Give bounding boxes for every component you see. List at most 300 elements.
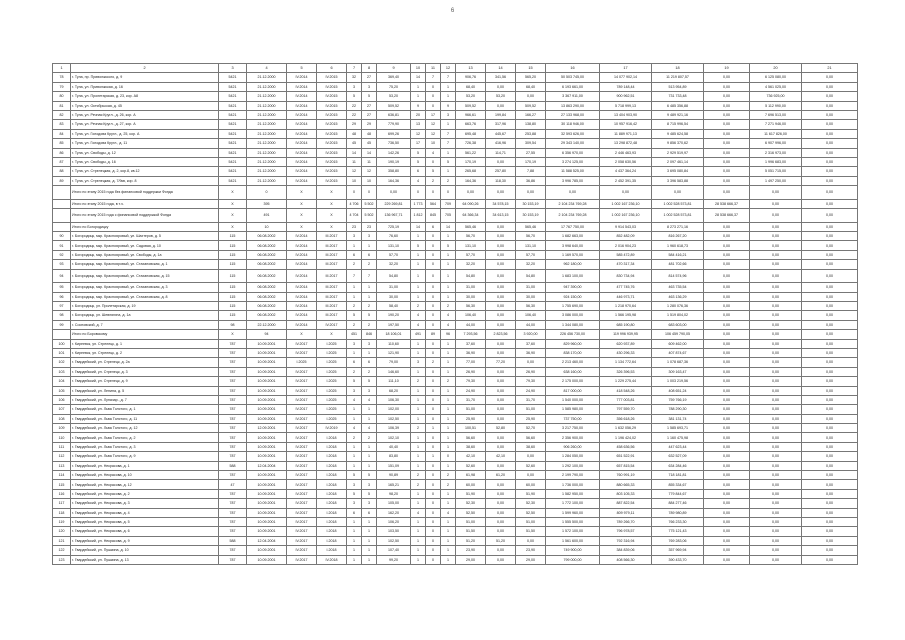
table-cell: 620 937,89 xyxy=(600,339,652,348)
table-cell: 5 xyxy=(362,489,377,498)
table-cell: 1 xyxy=(411,260,426,269)
table-cell: 5 xyxy=(441,241,456,250)
table-cell: 0,00 xyxy=(516,92,546,101)
table-cell: 0 xyxy=(426,101,441,110)
table-cell: 27 xyxy=(362,101,377,110)
table-cell: X xyxy=(317,209,347,223)
table-row xyxy=(53,517,858,526)
table-cell: 30,00 xyxy=(456,292,486,301)
table-row xyxy=(53,424,858,433)
table-cell: 709 xyxy=(441,199,456,208)
table-cell: 0,00 xyxy=(486,348,516,357)
table-cell: 880 665,33 xyxy=(600,480,652,489)
table-cell: 0 xyxy=(441,186,456,200)
table-cell: 119 xyxy=(53,517,71,526)
table-cell: 947 390,00 xyxy=(546,283,600,292)
table-cell: I.2018 xyxy=(317,489,347,498)
table-cell: IV.2015 xyxy=(317,176,347,185)
table-cell: 5421 xyxy=(219,120,247,129)
table-cell: 79,00 xyxy=(377,358,411,367)
address-cell: г. Богородицк, мкр. Краснояровый, ул. Свободы, д. 1а xyxy=(71,250,219,259)
table-cell: 5 502 xyxy=(362,209,377,223)
resettlement-table xyxy=(52,63,858,565)
table-cell: 3 xyxy=(441,110,456,119)
table-cell: 199,84 xyxy=(486,110,516,119)
table-cell: 1 755 690,00 xyxy=(546,301,600,310)
address-cell: г. Богородицк, ул. Шевлягина, д. 1а xyxy=(71,311,219,320)
table-cell: 657 815,54 xyxy=(600,461,652,470)
table-cell: I.2018 xyxy=(317,546,347,555)
table-cell: 407 874,67 xyxy=(652,348,704,357)
table-cell: 89 xyxy=(426,330,441,339)
address-cell: г. Гвардейский, ул. Льва Толстого, д. 2 xyxy=(71,433,219,442)
table-cell: 10.09.2001 xyxy=(247,527,287,536)
table-cell: 0,00 xyxy=(704,186,750,200)
table-cell: 51,00 xyxy=(456,405,486,414)
table-cell: 9 914 543,03 xyxy=(600,222,652,231)
table-cell: 0,00 xyxy=(704,517,750,526)
table-cell: 7 xyxy=(426,73,441,82)
table-cell: 38,60 xyxy=(456,442,486,451)
table-cell: X xyxy=(287,186,317,200)
table-cell: 787 xyxy=(219,442,247,451)
address-cell: г. Гвардейский, ул. Некрасова, д. 6 xyxy=(71,527,219,536)
table-cell: 1 xyxy=(362,283,377,292)
table-cell: 787 xyxy=(219,339,247,348)
table-cell: 131,10 xyxy=(516,241,546,250)
table-cell: IV.2015 xyxy=(317,110,347,119)
table-cell: 1 xyxy=(362,292,377,301)
table-cell: 14 077 902,14 xyxy=(600,73,652,82)
table-cell: 0,00 xyxy=(802,471,858,480)
table-cell: 151,09 xyxy=(377,461,411,470)
column-number: 21 xyxy=(802,64,858,73)
table-cell: 76,60 xyxy=(377,232,411,241)
table-cell: 25,90 xyxy=(456,414,486,423)
table-cell: 1 xyxy=(362,517,377,526)
table-cell: 64 366,34 xyxy=(456,209,486,223)
table-row xyxy=(53,120,858,129)
table-cell: 0,00 xyxy=(486,499,516,508)
table-cell: 27 133 968,00 xyxy=(546,110,600,119)
table-cell: 121 xyxy=(53,536,71,545)
table-cell: 21.12.2000 xyxy=(247,148,287,157)
table-cell: 102,10 xyxy=(377,433,411,442)
table-cell: 1 169 570,00 xyxy=(546,250,600,259)
column-number: 4 xyxy=(247,64,287,73)
table-cell: 0 xyxy=(426,367,441,376)
table-cell: 9 xyxy=(441,101,456,110)
table-cell: 88 xyxy=(53,167,71,176)
table-cell: III.2017 xyxy=(317,301,347,310)
table-cell: 0,00 xyxy=(802,414,858,423)
table-cell: IV.2015 xyxy=(317,148,347,157)
table-cell: 51,20 xyxy=(486,536,516,545)
table-cell: IV.2014 xyxy=(287,92,317,101)
table-cell: IV.2019 xyxy=(317,424,347,433)
table-cell: 29 xyxy=(347,120,362,129)
table-cell: 9 xyxy=(411,101,426,110)
table-cell: 18 106,01 xyxy=(377,330,411,339)
table-cell: 115 xyxy=(219,301,247,310)
table-cell: IV.2015 xyxy=(317,101,347,110)
table-cell: 10 xyxy=(362,176,377,185)
table-cell: 106,39 xyxy=(377,424,411,433)
table-cell: 3 xyxy=(347,82,362,91)
table-cell xyxy=(53,199,71,208)
table-cell: IV.2017 xyxy=(287,424,317,433)
table-cell: 4 xyxy=(347,424,362,433)
table-cell: 796 978,57 xyxy=(600,527,652,536)
table-cell: 3 xyxy=(347,339,362,348)
table-cell: 94 xyxy=(247,330,287,339)
table-cell: 1 xyxy=(347,442,362,451)
table-cell: 4 xyxy=(362,395,377,404)
table-cell: 0 xyxy=(426,320,441,329)
table-cell: 6 xyxy=(362,250,377,259)
table-cell: 0,00 xyxy=(802,330,858,339)
table-cell: 6 193 661,00 xyxy=(546,82,600,91)
table-cell: 0 xyxy=(426,269,441,283)
table-cell: 1 xyxy=(441,232,456,241)
table-cell: 1 xyxy=(441,358,456,367)
table-cell: 0 xyxy=(426,471,441,480)
table-cell: 100,51 xyxy=(456,424,486,433)
table-cell: 0,00 xyxy=(704,129,750,138)
table-cell: 56,60 xyxy=(516,433,546,442)
table-cell: 0,00 xyxy=(802,508,858,517)
table-cell: I.2025 xyxy=(287,358,317,367)
table-cell: X xyxy=(287,222,317,231)
table-cell: 0,00 xyxy=(486,283,516,292)
table-cell: 100 xyxy=(53,339,71,348)
table-cell: 0 xyxy=(426,517,441,526)
table-row xyxy=(53,209,858,223)
table-cell: 0,00 xyxy=(802,250,858,259)
table-cell: 52,30 xyxy=(516,499,546,508)
table-cell: 0,00 xyxy=(802,424,858,433)
table-row xyxy=(53,358,858,367)
table-cell: 10.09.2001 xyxy=(247,480,287,489)
table-cell: 7 xyxy=(441,129,456,138)
table-cell: 12 xyxy=(362,167,377,176)
table-cell: 2 xyxy=(411,424,426,433)
table-cell: 121,90 xyxy=(377,348,411,357)
table-cell: 0 xyxy=(247,186,287,200)
table-cell: 0,00 xyxy=(486,414,516,423)
table-cell: 787 xyxy=(219,546,247,555)
table-cell: IV.2015 xyxy=(317,73,347,82)
table-cell: 0,00 xyxy=(802,536,858,545)
table-cell: 11 588 525,00 xyxy=(546,167,600,176)
table-cell: 116 xyxy=(53,489,71,498)
table-cell: 2 199 790,00 xyxy=(546,471,600,480)
table-cell: 787 xyxy=(219,433,247,442)
table-cell: 1 xyxy=(441,461,456,470)
table-cell: 390 433,70 xyxy=(652,555,704,564)
table-cell: 10.09.2001 xyxy=(247,508,287,517)
table-cell: 769 283,06 xyxy=(652,536,704,545)
table-cell: 0 xyxy=(426,536,441,545)
address-cell: г. Сосновский, д. 7 xyxy=(71,320,219,329)
table-cell: 0,00 xyxy=(516,452,546,461)
table-cell: I.2025 xyxy=(317,367,347,376)
table-cell: 0,00 xyxy=(750,555,802,564)
table-row xyxy=(53,232,858,241)
column-number: 3 xyxy=(219,64,247,73)
table-cell: 1 xyxy=(411,405,426,414)
table-cell xyxy=(53,222,71,231)
table-cell: 5421 xyxy=(219,101,247,110)
table-cell: 1 xyxy=(441,405,456,414)
table-cell: 10.09.2001 xyxy=(247,395,287,404)
table-cell: 0 xyxy=(347,186,362,200)
table-cell: 2 xyxy=(441,480,456,489)
table-cell: 0,00 xyxy=(486,250,516,259)
table-cell: 48 xyxy=(362,129,377,138)
table-cell: X xyxy=(219,186,247,200)
table-cell: 445,67 xyxy=(486,129,516,138)
table-cell: 115 xyxy=(219,232,247,241)
table-cell: 0,00 xyxy=(704,386,750,395)
table-cell: 106,20 xyxy=(377,517,411,526)
address-cell: г. Гвардейский, ул. Льва Толстого, д. 12 xyxy=(71,424,219,433)
table-cell: 0,00 xyxy=(750,536,802,545)
table-cell: 787 xyxy=(219,424,247,433)
column-number: 2 xyxy=(71,64,219,73)
table-cell: 28 538 666,37 xyxy=(704,209,750,223)
table-cell: 0,00 xyxy=(704,424,750,433)
table-cell: 0,00 xyxy=(802,222,858,231)
table-cell: 725,19 xyxy=(377,222,411,231)
table-cell: I.2018 xyxy=(317,527,347,536)
table-cell: 06.08.2002 xyxy=(247,241,287,250)
table-cell: IV.2014 xyxy=(287,82,317,91)
table-cell: 2 316 973,00 xyxy=(750,148,802,157)
table-cell: 0,00 xyxy=(704,527,750,536)
table-cell: IV.2014 xyxy=(287,139,317,148)
table-cell: 98 xyxy=(219,320,247,329)
table-cell: 0,00 xyxy=(802,186,858,200)
table-cell: 34 578,15 xyxy=(486,199,516,208)
table-cell: 30,00 xyxy=(516,292,546,301)
table-cell: 0,00 xyxy=(704,320,750,329)
table-cell: 57,70 xyxy=(377,250,411,259)
table-cell: 2 175 000,00 xyxy=(546,377,600,386)
table-cell: 477 745,76 xyxy=(600,283,652,292)
table-cell: 31,70 xyxy=(456,395,486,404)
table-cell: 0,00 xyxy=(704,292,750,301)
table-cell: 47 xyxy=(219,480,247,489)
table-cell: I.2025 xyxy=(317,358,347,367)
table-cell: 52,70 xyxy=(516,424,546,433)
table-cell: 584 416,21 xyxy=(652,250,704,259)
table-cell: 22 xyxy=(347,101,362,110)
table-row xyxy=(53,320,858,329)
table-cell: 0,00 xyxy=(486,442,516,451)
table-cell: 2 xyxy=(362,301,377,310)
table-cell: 0 xyxy=(426,301,441,310)
table-cell: 4 xyxy=(411,176,426,185)
table-cell: 1 812 xyxy=(411,209,426,223)
table-cell: 509,52 xyxy=(377,101,411,110)
table-cell: 103,50 xyxy=(377,527,411,536)
table-cell: I.2025 xyxy=(317,386,347,395)
table-cell: 1 xyxy=(441,489,456,498)
table-cell: 787 xyxy=(219,405,247,414)
table-cell: 0,00 xyxy=(750,222,802,231)
table-cell: 29 xyxy=(362,120,377,129)
table-cell: 4 xyxy=(441,320,456,329)
table-cell: 1 xyxy=(347,405,362,414)
table-cell: 1 196 424,02 xyxy=(600,433,652,442)
table-cell: 0,00 xyxy=(486,508,516,517)
table-cell: 1 xyxy=(347,536,362,545)
table-cell: 0 xyxy=(426,414,441,423)
table-cell: 4 xyxy=(347,395,362,404)
table-cell: IV.2017 xyxy=(287,377,317,386)
table-cell: 0,00 xyxy=(486,320,516,329)
table-cell: 162,20 xyxy=(377,508,411,517)
table-cell: IV.2014 xyxy=(287,241,317,250)
table-cell: 83 xyxy=(53,120,71,129)
table-cell: 5 xyxy=(411,241,426,250)
table-cell: I.2018 xyxy=(317,517,347,526)
address-cell: г. Гвардейский, ул. Луначар., д. 7 xyxy=(71,395,219,404)
table-cell: 10.09.2001 xyxy=(247,405,287,414)
table-cell: 0,00 xyxy=(486,339,516,348)
table-cell: 54,80 xyxy=(456,269,486,283)
table-cell: 3 920,00 xyxy=(516,330,546,339)
table-cell: 9 485 624,58 xyxy=(652,129,704,138)
table-row xyxy=(53,367,858,376)
table-cell: 5 718 999,13 xyxy=(600,101,652,110)
table-cell: 51,50 xyxy=(456,527,486,536)
table-cell: 103 xyxy=(53,367,71,376)
table-cell: 1 555 500,00 xyxy=(546,517,600,526)
table-cell: 1 003 219,56 xyxy=(652,377,704,386)
table-cell: 24,90 xyxy=(516,386,546,395)
table-cell: 0,00 xyxy=(486,82,516,91)
table-cell: 0,00 xyxy=(704,367,750,376)
table-cell: 38,60 xyxy=(516,442,546,451)
table-cell: IV.2014 xyxy=(287,148,317,157)
address-cell: г. Богородицк, мкр. Краснояровый, ул. Стахановская, д. 8 xyxy=(71,292,219,301)
table-cell: 1 xyxy=(441,148,456,157)
table-cell: 0,00 xyxy=(704,452,750,461)
table-cell: 57,70 xyxy=(516,250,546,259)
table-cell: 12 xyxy=(411,129,426,138)
table-cell: 0 xyxy=(362,186,377,200)
table-cell xyxy=(53,330,71,339)
column-number: 5 xyxy=(287,64,317,73)
table-cell: 106,40 xyxy=(516,311,546,320)
table-cell: 779 844,67 xyxy=(652,489,704,498)
table-cell: 22 xyxy=(347,110,362,119)
table-cell: IV.2014 xyxy=(287,176,317,185)
table-cell: 838 170,00 xyxy=(546,348,600,357)
table-cell: IV.2017 xyxy=(287,499,317,508)
table-cell: 1 xyxy=(411,367,426,376)
table-cell: 358,80 xyxy=(377,167,411,176)
table-cell: 0,00 xyxy=(802,452,858,461)
table-cell: 3 086 000,00 xyxy=(546,311,600,320)
table-cell: I.2018 xyxy=(317,461,347,470)
table-cell: 749 900,00 xyxy=(546,546,600,555)
table-cell: 830 734,94 xyxy=(600,269,652,283)
table-cell: 0,00 xyxy=(802,517,858,526)
table-cell: 0,00 xyxy=(802,433,858,442)
table-cell: 64 090,26 xyxy=(456,199,486,208)
table-row xyxy=(53,339,858,348)
table-cell: 0,00 xyxy=(486,377,516,386)
table-cell: 82 xyxy=(53,110,71,119)
table-cell: 588 xyxy=(219,536,247,545)
table-cell: 1 xyxy=(441,348,456,357)
table-cell: 5 xyxy=(362,311,377,320)
table-cell: 0,00 xyxy=(802,120,858,129)
table-cell: 0,00 xyxy=(802,301,858,310)
table-cell: 131,10 xyxy=(377,241,411,250)
table-cell: 0 xyxy=(426,461,441,470)
table-cell: 0 xyxy=(426,386,441,395)
table-cell: 0,00 xyxy=(516,186,546,200)
table-cell: 0,00 xyxy=(486,461,516,470)
table-cell: 106 459 790,05 xyxy=(652,330,704,339)
table-cell: 1 xyxy=(426,424,441,433)
table-cell: 760 991,19 xyxy=(600,471,652,480)
table-cell: 1 xyxy=(362,414,377,423)
table-cell: 51,90 xyxy=(516,489,546,498)
table-cell: 97 xyxy=(53,301,71,310)
table-cell: 10 957 916,42 xyxy=(600,120,652,129)
table-cell: 2 xyxy=(362,367,377,376)
table-cell: 2 xyxy=(426,358,441,367)
table-cell: I.2018 xyxy=(317,480,347,489)
table-cell: 113 xyxy=(53,461,71,470)
table-cell: 29 343 140,00 xyxy=(546,139,600,148)
table-cell: I.2025 xyxy=(317,395,347,404)
table-cell: 83,80 xyxy=(377,452,411,461)
table-cell: 0 xyxy=(441,452,456,461)
table-cell: 11 xyxy=(347,157,362,166)
table-cell: 1 xyxy=(411,489,426,498)
table-cell: 0,00 xyxy=(802,283,858,292)
table-cell: 3 xyxy=(362,82,377,91)
table-cell: 509,52 xyxy=(456,101,486,110)
table-cell: 565,20 xyxy=(516,73,546,82)
table-cell: 36,90 xyxy=(456,348,486,357)
table-cell: 108 xyxy=(53,414,71,423)
table-cell: 10 xyxy=(426,139,441,148)
table-row xyxy=(53,92,858,101)
table-cell: 1 xyxy=(411,499,426,508)
column-number: 8 xyxy=(362,64,377,73)
table-cell: IV.2017 xyxy=(287,527,317,536)
table-cell: 699,26 xyxy=(377,129,411,138)
table-cell: 1 xyxy=(411,461,426,470)
table-cell: 4 xyxy=(411,311,426,320)
table-cell: 1 566 195,98 xyxy=(600,311,652,320)
table-cell: 0,00 xyxy=(704,339,750,348)
table-cell: 52,50 xyxy=(516,508,546,517)
table-cell: 0 xyxy=(426,489,441,498)
table-cell: 11 219 807,57 xyxy=(652,73,704,82)
table-cell: 5 xyxy=(347,377,362,386)
table-cell: 356 618,26 xyxy=(600,414,652,423)
table-cell: 0,00 xyxy=(704,546,750,555)
table-cell: 21.12.2000 xyxy=(247,157,287,166)
